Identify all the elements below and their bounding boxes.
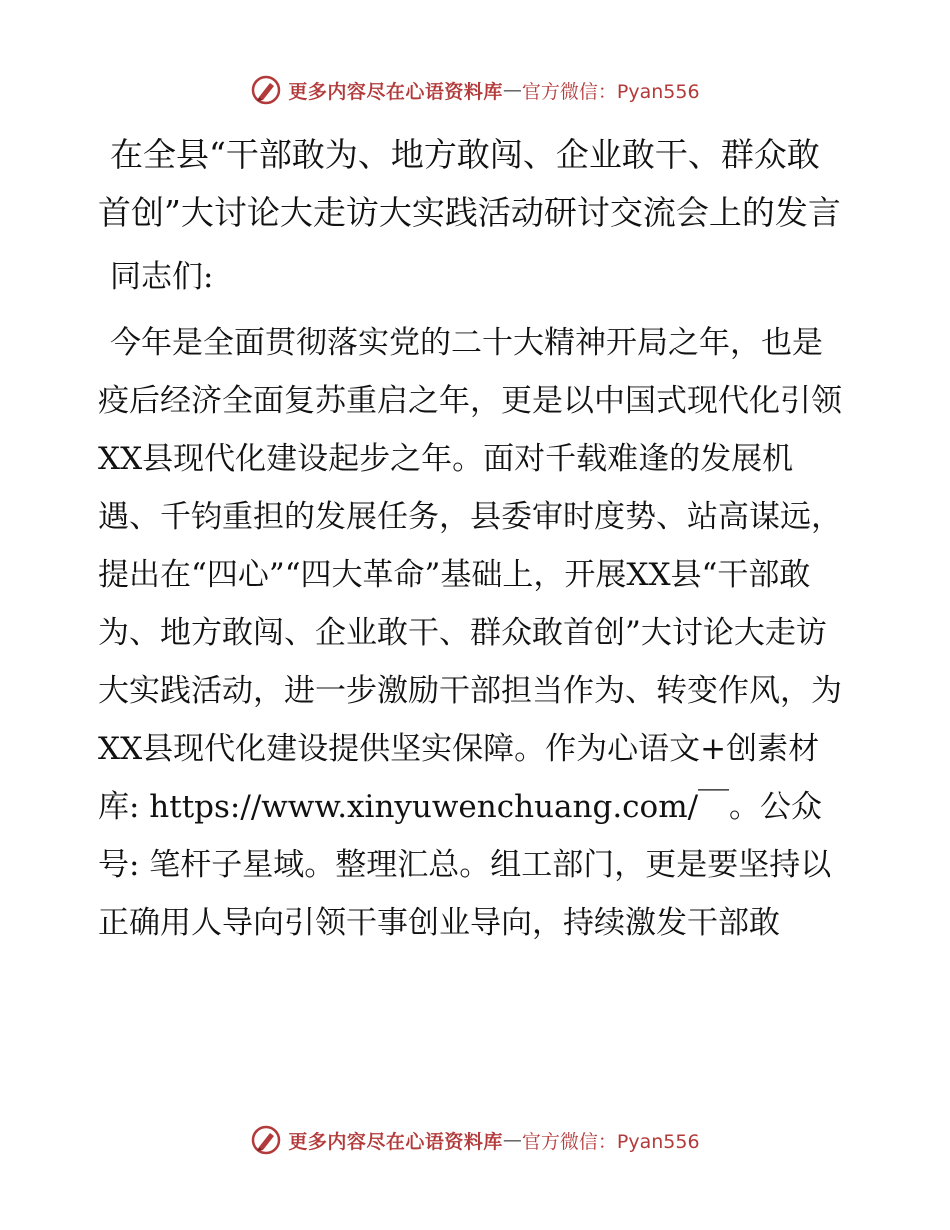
body-paragraph: 今年是全面贯彻落实党的二十大精神开局之年，也是疫后经济全面复苏重启之年，更是以中国式现代化引领XX县现代化建设起步之年。面对千载难逢的发展机遇、千钧重担的发展任务，县委审时度势、站高谋远，提出在“四心”“四大革命”基础上，开展XX县“干部敢为、地方敢闯、企业敢干、群众敢首创”大讨论大走访大实践活动，进一步激励干部担当作为、转变作风，为XX县现代化建设提供坚实保障。作为心语文+创素材库: https://www.xinyuwenchuang.com/￣。公众号: 笔杆子星域。整理汇总。组工部门，更是要坚持以正确用人导向引领干事创业导向，持续激发干部敢 — [98, 325, 842, 941]
banner-brand-text: 更多内容尽在心语资料库 — [288, 80, 503, 103]
salutation: 同志们: — [110, 259, 214, 295]
banner-contact-text: 官方微信：Pyan556 — [521, 80, 700, 103]
banner-separator: — — [502, 79, 522, 101]
document-title: 在全县“干部敢为、地方敢闯、企业敢干、群众敢首创”大讨论大走访大实践活动研讨交流会上的发言 — [98, 135, 841, 232]
banner-brand-text: 更多内容尽在心语资料库 — [288, 1130, 503, 1153]
header-banner — [0, 70, 950, 110]
document-body — [98, 126, 850, 952]
pen-seal-logo-icon — [250, 1124, 282, 1156]
pen-seal-logo-icon — [250, 74, 282, 106]
footer-banner — [0, 1120, 950, 1160]
banner-contact-text: 官方微信：Pyan556 — [521, 1130, 700, 1153]
banner-separator: — — [502, 1129, 522, 1151]
